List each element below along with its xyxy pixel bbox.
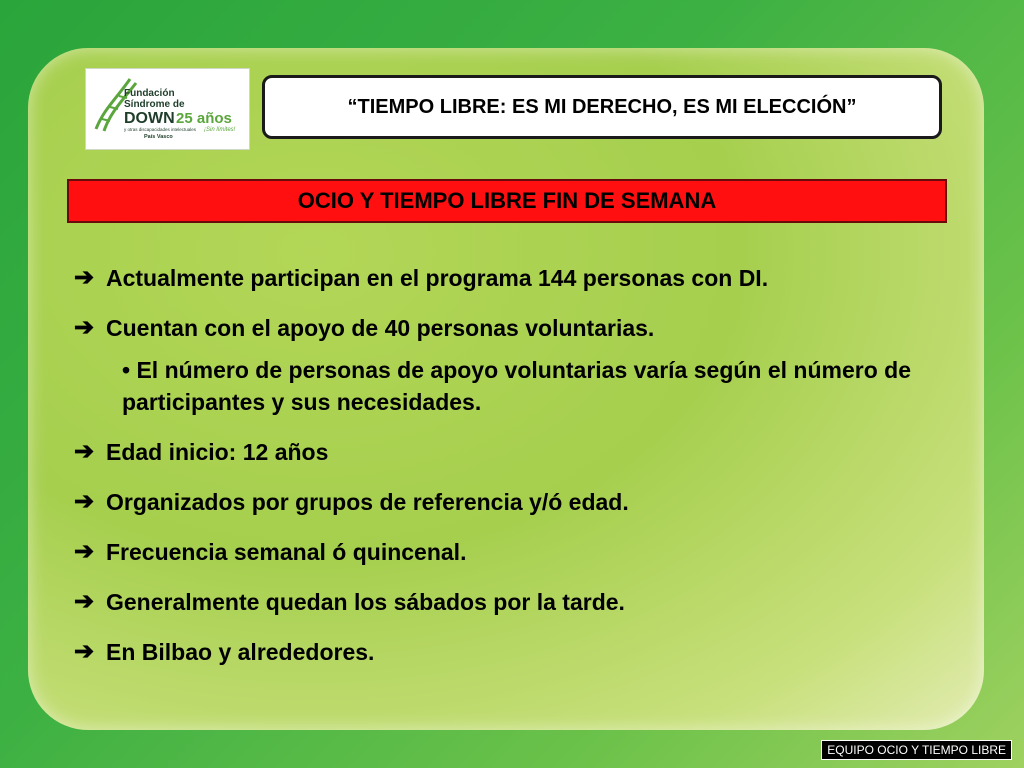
bullet-text: Organizados por grupos de referencia y/ó edad. (106, 489, 629, 515)
list-item (74, 262, 964, 294)
logo-line3: DOWN (124, 110, 175, 127)
logo-line5: País Vasco (144, 134, 173, 140)
bullet-text: Cuentan con el apoyo de 40 personas voluntarias. (106, 315, 655, 341)
section-header: OCIO Y TIEMPO LIBRE FIN DE SEMANA (67, 179, 947, 223)
logo-tagline: ¡Sin límites! (204, 127, 236, 133)
arrow-right-icon: ➔ (74, 488, 95, 515)
bullet-text: Edad inicio: 12 años (106, 439, 329, 465)
logo-years: 25 años (176, 110, 232, 127)
bullet-text: En Bilbao y alrededores. (106, 639, 375, 665)
list-item (74, 312, 964, 344)
arrow-right-icon: ➔ (74, 638, 95, 665)
bullet-text: Generalmente quedan los sábados por la tarde. (106, 589, 625, 615)
list-item (74, 486, 964, 518)
foundation-logo (85, 68, 250, 150)
bullet-list (74, 262, 964, 686)
logo-line4: y otras discapacidades intelectuales (124, 127, 197, 132)
logo-line2: Síndrome de (124, 99, 185, 110)
list-item (74, 536, 964, 568)
arrow-right-icon: ➔ (74, 588, 95, 615)
footer-label: EQUIPO OCIO Y TIEMPO LIBRE (821, 740, 1012, 760)
list-item (74, 586, 964, 618)
bullet-text: Actualmente participan en el programa 144 personas con DI. (106, 265, 769, 291)
list-item (74, 636, 964, 668)
arrow-right-icon: ➔ (74, 264, 95, 291)
arrow-right-icon: ➔ (74, 438, 95, 465)
sub-bullet: • El número de personas de apoyo voluntarias varía según el número de participantes y sus necesidades. (122, 357, 911, 415)
arrow-right-icon: ➔ (74, 538, 95, 565)
arrow-right-icon: ➔ (74, 314, 95, 341)
list-item (74, 436, 964, 468)
logo-line1: Fundación (124, 88, 175, 99)
bullet-text: Frecuencia semanal ó quincenal. (106, 539, 467, 565)
dna-logo-icon (86, 69, 249, 149)
slide-title: “TIEMPO LIBRE: ES MI DERECHO, ES MI ELECCIÓN” (262, 75, 942, 139)
